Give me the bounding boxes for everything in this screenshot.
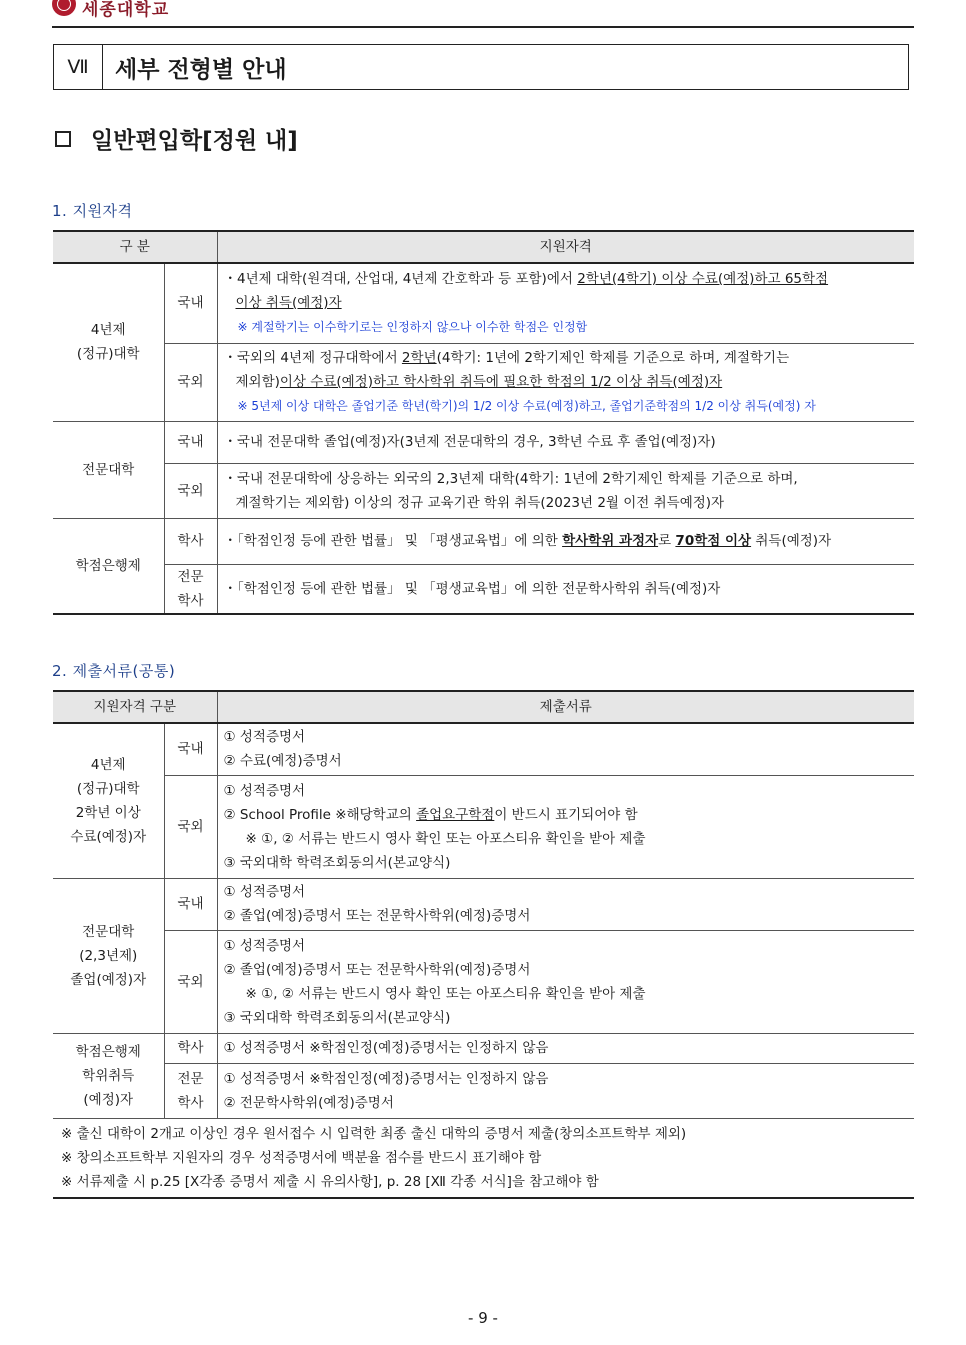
sub-associate: 전문 학사: [164, 1063, 217, 1118]
subtitle: [55, 122, 298, 155]
cat-credit-bank: 학점은행제: [53, 518, 164, 614]
header-divider: [52, 26, 914, 28]
docs-college-overseas: ① 성적증명서 ② 졸업(예정)증명서 또는 전문학사학위(예정)증명서 ※ ①, ② 서류는 반드시 영사 확인 또는 아포스티유 확인을 받아 제출 ③ 국외대학 학력조회동의서(본교양식): [217, 930, 914, 1033]
docs-credit-bachelor: ① 성적증명서 ※학점인정(예정)증명서는 인정하지 않음: [217, 1033, 914, 1063]
sub-associate: 전문 학사: [164, 564, 217, 614]
notes: [53, 1118, 914, 1198]
heading-documents: 2. 제출서류(공통): [52, 662, 176, 680]
group-college: 전문대학 (2,3년제) 졸업(예정)자: [53, 878, 164, 1033]
page-header: [52, 0, 914, 26]
cell-credit-bachelor: ・「학점인정 등에 관한 법률」 및 「평생교육법」에 의한 학사학위 과정자로 70학점 이상 취득(예정)자: [217, 518, 914, 564]
cell-credit-associate: ・「학점인정 등에 관한 법률」 및 「평생교육법」에 의한 전문학사학위 취득(예정)자: [217, 564, 914, 614]
subtitle-text: 일반편입학[정원 내]: [91, 128, 298, 154]
col-category: 지원자격 구분: [53, 691, 217, 723]
sub-overseas: 국외: [164, 343, 217, 421]
col-documents: 제출서류: [217, 691, 914, 723]
note-2: ※ 창의소프트학부 지원자의 경우 성적증명서에 백분율 점수를 반드시 표기해야 함: [61, 1149, 542, 1166]
square-bullet-icon: [55, 131, 71, 147]
group-credit-bank: 학점은행제 학위취득 (예정)자: [53, 1033, 164, 1118]
heading-eligibility: 1. 지원자격: [52, 202, 133, 220]
col-category: 구 분: [53, 231, 217, 263]
cat-college: 전문대학: [53, 421, 164, 518]
sub-domestic: 국내: [164, 878, 217, 930]
section-title-box: [53, 44, 909, 90]
section-title: 세부 전형별 안내: [115, 56, 287, 83]
group-4yr: 4년제 (정규)대학 2학년 이상 수료(예정)자: [53, 723, 164, 878]
docs-college-domestic: ① 성적증명서 ② 졸업(예정)증명서 또는 전문학사학위(예정)증명서: [217, 878, 914, 930]
docs-4yr-overseas: ① 성적증명서 ② School Profile ※해당학교의 졸업요구학점이 반드시 표기되어야 함 ※ ①, ② 서류는 반드시 영사 확인 또는 아포스티유 확인을 받아 제출 ③ 국외대학 학력조회동의서(본교양식): [217, 775, 914, 878]
note-1: ※ 출신 대학이 2개교 이상인 경우 원서접수 시 입력한 최종 출신 대학의 증명서 제출(창의소프트학부 제외): [61, 1125, 687, 1142]
cell-college-domestic: ・국내 전문대학 졸업(예정)자(3년제 전문대학의 경우, 3학년 수료 후 졸업(예정)자): [217, 421, 914, 463]
sub-bachelor: 학사: [164, 518, 217, 564]
sub-overseas: 국외: [164, 775, 217, 878]
docs-4yr-domestic: ① 성적증명서 ② 수료(예정)증명서: [217, 723, 914, 775]
sub-overseas: 국외: [164, 463, 217, 518]
cell-college-overseas: ・국내 전문대학에 상응하는 외국의 2,3년제 대학(4학기: 1년에 2학기제인 학제를 기준으로 하며, 계절학기는 제외함) 이상의 정규 교육기관 학위 취득(2023년 2월 이전 취득예정)자: [217, 463, 914, 518]
page-number: - 9 -: [468, 1309, 498, 1327]
sub-domestic: 국내: [164, 421, 217, 463]
sub-domestic: 국내: [164, 723, 217, 775]
note-3: ※ 서류제출 시 p.25 [Ⅹ각종 증명서 제출 시 유의사항], p. 28 [Ⅻ 각종 서식]을 참고해야 함: [61, 1173, 599, 1190]
eligibility-table: [53, 230, 914, 615]
section-number: Ⅶ: [54, 45, 103, 89]
col-eligibility: 지원자격: [217, 231, 914, 263]
sub-bachelor: 학사: [164, 1033, 217, 1063]
university-name: 세종대학교: [82, 0, 170, 20]
docs-credit-associate: ① 성적증명서 ※학점인정(예정)증명서는 인정하지 않음 ② 전문학사학위(예정)증명서: [217, 1063, 914, 1118]
cell-4yr-overseas: ・국외의 4년제 정규대학에서 2학년(4학기: 1년에 2학기제인 학제를 기준으로 하며, 계절학기는 제외함)이상 수료(예정)하고 학사학위 취득에 필요한 학점의 1/2 이상 취득(예정)자 ※ 5년제 이상 대학은 졸업기준 학년(학기)의 1/2 이상 수료(예정)하고, 졸업기준학점의 1/2 이상 취득(예정) 자: [217, 343, 914, 421]
documents-table: [53, 690, 914, 1199]
sub-overseas: 국외: [164, 930, 217, 1033]
university-logo-icon: [52, 0, 76, 16]
cell-4yr-domestic: ・4년제 대학(원격대, 산업대, 4년제 간호학과 등 포함)에서 2학년(4학기) 이상 수료(예정)하고 65학점 이상 취득(예정)자 ※ 계절학기는 이수학기로는 인정하지 않으나 이수한 학점은 인정함: [217, 263, 914, 343]
sub-domestic: 국내: [164, 263, 217, 343]
cat-4yr: 4년제 (정규)대학: [53, 263, 164, 421]
